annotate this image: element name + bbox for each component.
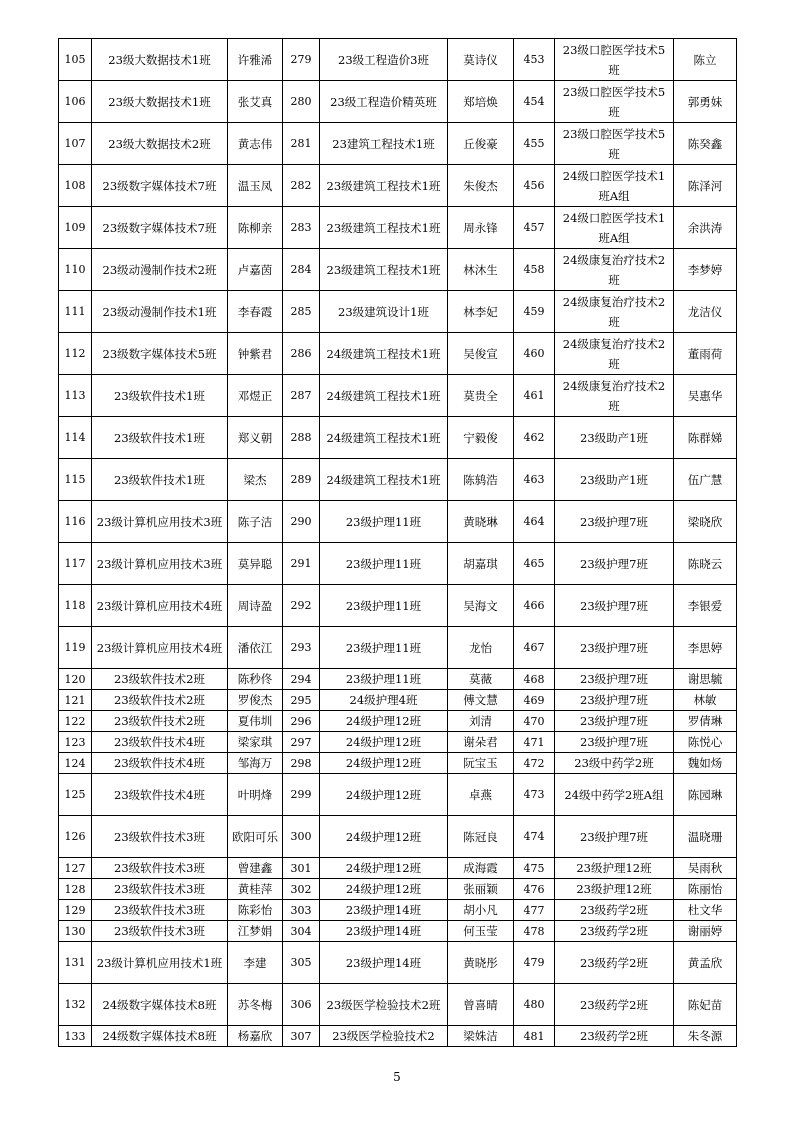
student-name-cell: 陈冠良	[448, 816, 514, 858]
class-name-cell: 23级计算机应用技术3班	[92, 501, 228, 543]
seq-no-cell: 480	[514, 984, 555, 1026]
class-name-cell: 24级护理12班	[320, 816, 448, 858]
class-name-cell: 23级建筑工程技术1班	[320, 249, 448, 291]
student-name-cell: 黄桂萍	[228, 879, 283, 900]
class-name-cell: 23级医学检验技术2班	[320, 984, 448, 1026]
class-name-cell: 24级建筑工程技术1班	[320, 333, 448, 375]
table-row	[59, 858, 737, 879]
class-name-cell: 24级护理12班	[320, 858, 448, 879]
table-row	[59, 207, 737, 249]
class-name-cell: 23级软件技术1班	[92, 417, 228, 459]
class-name-cell: 24级护理12班	[320, 879, 448, 900]
seq-no-cell: 469	[514, 690, 555, 711]
student-name-cell: 刘清	[448, 711, 514, 732]
table-row	[59, 669, 737, 690]
table-row	[59, 1026, 737, 1047]
student-name-cell: 陈丽怡	[674, 879, 737, 900]
student-name-cell: 龙怡	[448, 627, 514, 669]
class-name-cell: 23级药学2班	[555, 942, 674, 984]
seq-no-cell: 284	[283, 249, 320, 291]
table-row	[59, 333, 737, 375]
seq-no-cell: 296	[283, 711, 320, 732]
student-name-cell: 周永锋	[448, 207, 514, 249]
seq-no-cell: 110	[59, 249, 92, 291]
student-name-cell: 莫异聪	[228, 543, 283, 585]
student-name-cell: 陈癸鑫	[674, 123, 737, 165]
seq-no-cell: 297	[283, 732, 320, 753]
student-name-cell: 梁姝洁	[448, 1026, 514, 1047]
seq-no-cell: 131	[59, 942, 92, 984]
seq-no-cell: 129	[59, 900, 92, 921]
student-name-cell: 卢嘉茵	[228, 249, 283, 291]
class-name-cell: 23级护理7班	[555, 711, 674, 732]
student-name-cell: 陈园琳	[674, 774, 737, 816]
student-name-cell: 李建	[228, 942, 283, 984]
table-row	[59, 81, 737, 123]
seq-no-cell: 473	[514, 774, 555, 816]
class-name-cell: 23级软件技术1班	[92, 459, 228, 501]
student-name-cell: 曾喜晴	[448, 984, 514, 1026]
table-row	[59, 942, 737, 984]
class-name-cell: 23级软件技术3班	[92, 900, 228, 921]
seq-no-cell: 465	[514, 543, 555, 585]
class-name-cell: 24级康复治疗技术2班	[555, 375, 674, 417]
class-name-cell: 23级护理7班	[555, 501, 674, 543]
student-name-cell: 陈鸫浩	[448, 459, 514, 501]
student-name-cell: 朱冬源	[674, 1026, 737, 1047]
class-name-cell: 23级计算机应用技术4班	[92, 627, 228, 669]
student-name-cell: 陈悦心	[674, 732, 737, 753]
class-name-cell: 23级护理11班	[320, 543, 448, 585]
class-name-cell: 23级数字媒体技术5班	[92, 333, 228, 375]
class-name-cell: 24级建筑工程技术1班	[320, 417, 448, 459]
student-name-cell: 谢朵君	[448, 732, 514, 753]
student-name-cell: 吴海文	[448, 585, 514, 627]
table-row	[59, 417, 737, 459]
seq-no-cell: 470	[514, 711, 555, 732]
class-name-cell: 24级建筑工程技术1班	[320, 459, 448, 501]
student-name-cell: 余洪涛	[674, 207, 737, 249]
seq-no-cell: 478	[514, 921, 555, 942]
seq-no-cell: 120	[59, 669, 92, 690]
seq-no-cell: 479	[514, 942, 555, 984]
seq-no-cell: 299	[283, 774, 320, 816]
class-name-cell: 23级大数据技术2班	[92, 123, 228, 165]
class-name-cell: 23级中药学2班	[555, 753, 674, 774]
class-name-cell: 23级护理7班	[555, 732, 674, 753]
seq-no-cell: 300	[283, 816, 320, 858]
class-name-cell: 24级数字媒体技术8班	[92, 1026, 228, 1047]
class-name-cell: 23级软件技术3班	[92, 879, 228, 900]
student-name-cell: 董雨荷	[674, 333, 737, 375]
student-name-cell: 黄孟欣	[674, 942, 737, 984]
class-name-cell: 23级护理11班	[320, 585, 448, 627]
student-name-cell: 谢思毓	[674, 669, 737, 690]
student-name-cell: 邹海万	[228, 753, 283, 774]
student-name-cell: 黄志伟	[228, 123, 283, 165]
student-name-cell: 谢丽婷	[674, 921, 737, 942]
seq-no-cell: 282	[283, 165, 320, 207]
seq-no-cell: 109	[59, 207, 92, 249]
class-name-cell: 23级软件技术2班	[92, 669, 228, 690]
seq-no-cell: 132	[59, 984, 92, 1026]
seq-no-cell: 108	[59, 165, 92, 207]
class-name-cell: 23级大数据技术1班	[92, 81, 228, 123]
class-name-cell: 23建筑工程技术1班	[320, 123, 448, 165]
class-name-cell: 23级软件技术2班	[92, 690, 228, 711]
student-name-cell: 陈立	[674, 39, 737, 81]
class-name-cell: 23级工程造价精英班	[320, 81, 448, 123]
roster-table-body	[59, 39, 737, 1047]
seq-no-cell: 477	[514, 900, 555, 921]
seq-no-cell: 458	[514, 249, 555, 291]
class-name-cell: 23级药学2班	[555, 900, 674, 921]
seq-no-cell: 130	[59, 921, 92, 942]
student-name-cell: 莫诗仪	[448, 39, 514, 81]
class-name-cell: 23级口腔医学技术5班	[555, 39, 674, 81]
seq-no-cell: 112	[59, 333, 92, 375]
seq-no-cell: 124	[59, 753, 92, 774]
seq-no-cell: 306	[283, 984, 320, 1026]
student-name-cell: 吴惠华	[674, 375, 737, 417]
seq-no-cell: 455	[514, 123, 555, 165]
student-name-cell: 陈柳亲	[228, 207, 283, 249]
seq-no-cell: 471	[514, 732, 555, 753]
seq-no-cell: 462	[514, 417, 555, 459]
class-name-cell: 23级计算机应用技术3班	[92, 543, 228, 585]
student-name-cell: 何玉莹	[448, 921, 514, 942]
student-name-cell: 莫贵全	[448, 375, 514, 417]
seq-no-cell: 133	[59, 1026, 92, 1047]
student-name-cell: 成海霞	[448, 858, 514, 879]
table-row	[59, 816, 737, 858]
seq-no-cell: 456	[514, 165, 555, 207]
student-name-cell: 林李妃	[448, 291, 514, 333]
seq-no-cell: 279	[283, 39, 320, 81]
student-name-cell: 陈彩怡	[228, 900, 283, 921]
class-name-cell: 23级工程造价3班	[320, 39, 448, 81]
student-name-cell: 温晓珊	[674, 816, 737, 858]
student-name-cell: 龙洁仪	[674, 291, 737, 333]
student-name-cell: 吴雨秋	[674, 858, 737, 879]
seq-no-cell: 474	[514, 816, 555, 858]
class-name-cell: 23级软件技术3班	[92, 816, 228, 858]
seq-no-cell: 467	[514, 627, 555, 669]
table-row	[59, 921, 737, 942]
table-row	[59, 39, 737, 81]
seq-no-cell: 105	[59, 39, 92, 81]
seq-no-cell: 280	[283, 81, 320, 123]
seq-no-cell: 291	[283, 543, 320, 585]
student-name-cell: 梁杰	[228, 459, 283, 501]
class-name-cell: 23级软件技术4班	[92, 732, 228, 753]
class-name-cell: 23级护理7班	[555, 627, 674, 669]
student-name-cell: 陈妃苗	[674, 984, 737, 1026]
class-name-cell: 23级口腔医学技术5班	[555, 123, 674, 165]
seq-no-cell: 111	[59, 291, 92, 333]
student-name-cell: 林沐生	[448, 249, 514, 291]
class-name-cell: 23级护理7班	[555, 585, 674, 627]
seq-no-cell: 305	[283, 942, 320, 984]
student-name-cell: 伍广慧	[674, 459, 737, 501]
class-name-cell: 23级护理7班	[555, 690, 674, 711]
seq-no-cell: 125	[59, 774, 92, 816]
class-name-cell: 24级口腔医学技术1班A组	[555, 207, 674, 249]
seq-no-cell: 117	[59, 543, 92, 585]
table-row	[59, 459, 737, 501]
seq-no-cell: 281	[283, 123, 320, 165]
student-name-cell: 周诗盈	[228, 585, 283, 627]
student-name-cell: 欧阳可乐	[228, 816, 283, 858]
seq-no-cell: 453	[514, 39, 555, 81]
seq-no-cell: 116	[59, 501, 92, 543]
class-name-cell: 24级护理12班	[320, 753, 448, 774]
table-row	[59, 753, 737, 774]
seq-no-cell: 476	[514, 879, 555, 900]
class-name-cell: 23级动漫制作技术2班	[92, 249, 228, 291]
table-row	[59, 711, 737, 732]
student-name-cell: 朱俊杰	[448, 165, 514, 207]
table-row	[59, 291, 737, 333]
class-name-cell: 23级建筑工程技术1班	[320, 165, 448, 207]
seq-no-cell: 292	[283, 585, 320, 627]
table-row	[59, 501, 737, 543]
student-name-cell: 陈子洁	[228, 501, 283, 543]
table-row	[59, 900, 737, 921]
seq-no-cell: 290	[283, 501, 320, 543]
table-row	[59, 984, 737, 1026]
class-name-cell: 23级助产1班	[555, 459, 674, 501]
class-name-cell: 24级护理4班	[320, 690, 448, 711]
roster-table	[58, 38, 737, 1047]
seq-no-cell: 118	[59, 585, 92, 627]
student-name-cell: 林敏	[674, 690, 737, 711]
student-name-cell: 苏冬梅	[228, 984, 283, 1026]
class-name-cell: 23级建筑设计1班	[320, 291, 448, 333]
table-row	[59, 543, 737, 585]
class-name-cell: 23级数字媒体技术7班	[92, 165, 228, 207]
student-name-cell: 莫薇	[448, 669, 514, 690]
student-name-cell: 李梦婷	[674, 249, 737, 291]
seq-no-cell: 294	[283, 669, 320, 690]
student-name-cell: 杨嘉欣	[228, 1026, 283, 1047]
class-name-cell: 23级护理11班	[320, 669, 448, 690]
seq-no-cell: 461	[514, 375, 555, 417]
class-name-cell: 23级药学2班	[555, 1026, 674, 1047]
student-name-cell: 罗俊杰	[228, 690, 283, 711]
seq-no-cell: 464	[514, 501, 555, 543]
student-name-cell: 潘依江	[228, 627, 283, 669]
seq-no-cell: 466	[514, 585, 555, 627]
table-row	[59, 690, 737, 711]
student-name-cell: 叶明烽	[228, 774, 283, 816]
student-name-cell: 罗倩琳	[674, 711, 737, 732]
class-name-cell: 23级软件技术1班	[92, 375, 228, 417]
seq-no-cell: 298	[283, 753, 320, 774]
student-name-cell: 曾建鑫	[228, 858, 283, 879]
class-name-cell: 23级护理11班	[320, 627, 448, 669]
seq-no-cell: 301	[283, 858, 320, 879]
seq-no-cell: 459	[514, 291, 555, 333]
seq-no-cell: 113	[59, 375, 92, 417]
class-name-cell: 23级软件技术3班	[92, 921, 228, 942]
seq-no-cell: 119	[59, 627, 92, 669]
class-name-cell: 24级建筑工程技术1班	[320, 375, 448, 417]
class-name-cell: 23级数字媒体技术7班	[92, 207, 228, 249]
class-name-cell: 23级护理14班	[320, 942, 448, 984]
class-name-cell: 23级护理7班	[555, 669, 674, 690]
student-name-cell: 温玉凤	[228, 165, 283, 207]
student-name-cell: 宁毅俊	[448, 417, 514, 459]
class-name-cell: 24级护理12班	[320, 732, 448, 753]
class-name-cell: 23级医学检验技术2	[320, 1026, 448, 1047]
student-name-cell: 阮宝玉	[448, 753, 514, 774]
class-name-cell: 23级护理12班	[555, 858, 674, 879]
student-name-cell: 李思婷	[674, 627, 737, 669]
class-name-cell: 24级数字媒体技术8班	[92, 984, 228, 1026]
class-name-cell: 23级护理7班	[555, 543, 674, 585]
seq-no-cell: 283	[283, 207, 320, 249]
seq-no-cell: 457	[514, 207, 555, 249]
student-name-cell: 郭勇妹	[674, 81, 737, 123]
seq-no-cell: 295	[283, 690, 320, 711]
table-row	[59, 375, 737, 417]
class-name-cell: 23级软件技术2班	[92, 711, 228, 732]
student-name-cell: 陈秒佟	[228, 669, 283, 690]
student-name-cell: 郑培焕	[448, 81, 514, 123]
student-name-cell: 江梦娟	[228, 921, 283, 942]
table-row	[59, 774, 737, 816]
student-name-cell: 杜文华	[674, 900, 737, 921]
seq-no-cell: 475	[514, 858, 555, 879]
student-name-cell: 李春霞	[228, 291, 283, 333]
class-name-cell: 23级药学2班	[555, 921, 674, 942]
seq-no-cell: 454	[514, 81, 555, 123]
student-name-cell: 张艾真	[228, 81, 283, 123]
seq-no-cell: 286	[283, 333, 320, 375]
student-name-cell: 陈晓云	[674, 543, 737, 585]
seq-no-cell: 293	[283, 627, 320, 669]
class-name-cell: 23级建筑工程技术1班	[320, 207, 448, 249]
class-name-cell: 23级护理7班	[555, 816, 674, 858]
seq-no-cell: 481	[514, 1026, 555, 1047]
seq-no-cell: 107	[59, 123, 92, 165]
seq-no-cell: 307	[283, 1026, 320, 1047]
seq-no-cell: 468	[514, 669, 555, 690]
class-name-cell: 23级护理14班	[320, 900, 448, 921]
class-name-cell: 23级软件技术4班	[92, 774, 228, 816]
class-name-cell: 24级口腔医学技术1班A组	[555, 165, 674, 207]
student-name-cell: 卓燕	[448, 774, 514, 816]
class-name-cell: 23级动漫制作技术1班	[92, 291, 228, 333]
class-name-cell: 24级护理12班	[320, 774, 448, 816]
student-name-cell: 陈泽河	[674, 165, 737, 207]
student-name-cell: 陈群娣	[674, 417, 737, 459]
student-name-cell: 黄晓琳	[448, 501, 514, 543]
student-name-cell: 邓煜正	[228, 375, 283, 417]
seq-no-cell: 287	[283, 375, 320, 417]
class-name-cell: 24级康复治疗技术2班	[555, 333, 674, 375]
class-name-cell: 24级康复治疗技术2班	[555, 291, 674, 333]
student-name-cell: 张丽颖	[448, 879, 514, 900]
class-name-cell: 23级计算机应用技术1班	[92, 942, 228, 984]
seq-no-cell: 285	[283, 291, 320, 333]
seq-no-cell: 128	[59, 879, 92, 900]
seq-no-cell: 122	[59, 711, 92, 732]
table-row	[59, 732, 737, 753]
table-row	[59, 249, 737, 291]
seq-no-cell: 126	[59, 816, 92, 858]
student-name-cell: 郑义朝	[228, 417, 283, 459]
class-name-cell: 24级护理12班	[320, 711, 448, 732]
table-row	[59, 627, 737, 669]
student-name-cell: 胡嘉琪	[448, 543, 514, 585]
seq-no-cell: 127	[59, 858, 92, 879]
seq-no-cell: 123	[59, 732, 92, 753]
class-name-cell: 23级计算机应用技术4班	[92, 585, 228, 627]
seq-no-cell: 114	[59, 417, 92, 459]
student-name-cell: 丘俊豪	[448, 123, 514, 165]
seq-no-cell: 463	[514, 459, 555, 501]
class-name-cell: 23级大数据技术1班	[92, 39, 228, 81]
table-row	[59, 879, 737, 900]
class-name-cell: 23级口腔医学技术5班	[555, 81, 674, 123]
student-name-cell: 胡小凡	[448, 900, 514, 921]
seq-no-cell: 115	[59, 459, 92, 501]
student-name-cell: 傅文慧	[448, 690, 514, 711]
class-name-cell: 23级护理12班	[555, 879, 674, 900]
student-name-cell: 夏伟圳	[228, 711, 283, 732]
class-name-cell: 23级药学2班	[555, 984, 674, 1026]
seq-no-cell: 303	[283, 900, 320, 921]
seq-no-cell: 106	[59, 81, 92, 123]
seq-no-cell: 289	[283, 459, 320, 501]
class-name-cell: 23级助产1班	[555, 417, 674, 459]
class-name-cell: 24级康复治疗技术2班	[555, 249, 674, 291]
class-name-cell: 23级护理14班	[320, 921, 448, 942]
student-name-cell: 李银爱	[674, 585, 737, 627]
class-name-cell: 23级护理11班	[320, 501, 448, 543]
table-row	[59, 585, 737, 627]
class-name-cell: 24级中药学2班A组	[555, 774, 674, 816]
seq-no-cell: 304	[283, 921, 320, 942]
student-name-cell: 许雅浠	[228, 39, 283, 81]
seq-no-cell: 121	[59, 690, 92, 711]
class-name-cell: 23级软件技术4班	[92, 753, 228, 774]
student-name-cell: 梁晓欣	[674, 501, 737, 543]
table-row	[59, 165, 737, 207]
page-number: 5	[393, 1070, 401, 1084]
seq-no-cell: 288	[283, 417, 320, 459]
student-name-cell: 梁家琪	[228, 732, 283, 753]
student-name-cell: 吴俊宣	[448, 333, 514, 375]
seq-no-cell: 460	[514, 333, 555, 375]
student-name-cell: 魏如炀	[674, 753, 737, 774]
seq-no-cell: 472	[514, 753, 555, 774]
seq-no-cell: 302	[283, 879, 320, 900]
student-name-cell: 黄晓彤	[448, 942, 514, 984]
student-name-cell: 钟紫君	[228, 333, 283, 375]
class-name-cell: 23级软件技术3班	[92, 858, 228, 879]
table-row	[59, 123, 737, 165]
